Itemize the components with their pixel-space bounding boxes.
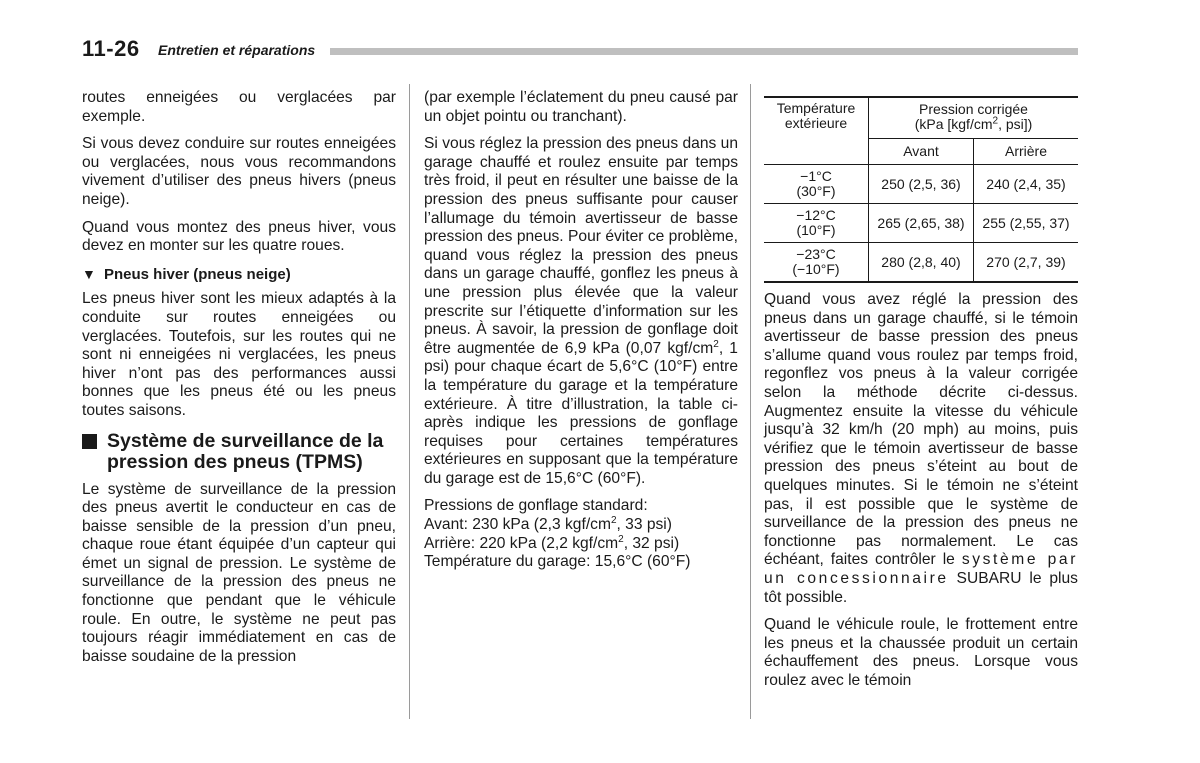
subheading-text: Pneus hiver (pneus neige) xyxy=(104,265,291,283)
temperature-fahrenheit: (−10°F) xyxy=(792,261,840,277)
table-header-temperature xyxy=(764,97,869,165)
paragraph-text: Quand vous avez réglé la pression des pneus dans un garage chauffé, si le témoin avertisseur de basse pression des pneus s’allume quand vous roulez par temps froid, regonflez vos pneus à la valeur corrigée selon la méthode décrite ci-dessus. Augmentez ensuite la vitesse du véhicule jusqu’à 32 km/h (20 mph) au moins, puis vérifiez que le témoin avertisseur de basse pression des pneus s’éteint au bout de quelques minutes. Si le témoin ne s’éteint pas, il est possible que le système de surveillance de la pression des pneus ne fonctionne pas normalement. Le cas échéant, faites contrôler le xyxy=(764,291,1078,569)
temperature-fahrenheit: (30°F) xyxy=(796,183,836,199)
superscript: 2 xyxy=(618,533,624,545)
header-line xyxy=(869,117,1078,132)
front-pressure-text: Avant: 230 kPa (2,3 kgf/cm xyxy=(424,516,611,534)
page-number: 11-26 xyxy=(82,36,140,61)
section-heading-text: Système de surveillance de la pression des pneus (TPMS) xyxy=(107,429,384,473)
table-cell-front: 250 (2,5, 36) xyxy=(869,165,974,204)
front-pressure xyxy=(424,516,738,535)
table-header-pressure xyxy=(869,97,1079,139)
temperature-celsius: −23°C xyxy=(796,246,836,262)
section-heading xyxy=(82,431,396,473)
header-line: extérieure xyxy=(784,115,848,131)
rear-pressure-text: Arrière: 220 kPa (2,2 kgf/cm xyxy=(424,534,619,552)
table-subheader-rear: Arrière xyxy=(974,139,1079,165)
square-bullet-icon xyxy=(82,434,97,449)
table-row xyxy=(764,165,1078,204)
temperature-celsius: −12°C xyxy=(796,207,836,223)
table-cell-temperature xyxy=(764,165,869,204)
corrected-pressure-table xyxy=(764,96,1078,283)
table-cell-rear: 255 (2,55, 37) xyxy=(974,204,1079,243)
garage-temperature: Température du garage: 15,6°C (60°F) xyxy=(424,553,691,571)
paragraph: Les pneus hiver sont les mieux adaptés à la conduite sur routes enneigées ou verglacées. Toutefois, sur les routes qui ne sont ni enneigées ni verglacées, les pneus hiver n’ont pas des performances aussi bonnes que les pneus été ou les pneus toutes saisons. xyxy=(82,290,396,419)
paragraph: Le système de surveillance de la pression des pneus avertit le conducteur en cas de baisse sensible de la pression d’un pneu, chaque roue étant équipée d’un capteur qui émet un signal de pression. Le système de surveillance de la pression des pneus ne fonctionne que pendant que le véhicule roule. En outre, le système ne peut pas toujours réagir immédiatement en cas de baisse soudaine de la pression xyxy=(82,480,396,665)
paragraph xyxy=(764,291,1078,607)
column-divider-right xyxy=(750,84,751,719)
middle-column xyxy=(424,89,738,581)
paragraph: Si vous devez conduire sur routes enneigées ou verglacées, nous vous recommandons vivement d’utiliser des pneus hivers (pneus neige). xyxy=(82,135,396,208)
rear-pressure xyxy=(424,535,738,554)
table-cell-temperature xyxy=(764,243,869,283)
paragraph-text: système par un concessionnaire xyxy=(764,551,1078,587)
header-line: Pression corrigée xyxy=(919,101,1028,117)
table-cell-front: 280 (2,8, 40) xyxy=(869,243,974,283)
header-text: (kPa [kgf/cm xyxy=(914,116,993,132)
table-cell-temperature xyxy=(764,204,869,243)
paragraph-text: SUBARU le plus tôt possible. xyxy=(764,569,1078,606)
section-title: Entretien et réparations xyxy=(158,42,316,58)
header-text: , psi]) xyxy=(998,116,1033,132)
superscript: 2 xyxy=(713,338,719,350)
right-column xyxy=(764,291,1078,690)
paragraph xyxy=(424,135,738,488)
paragraph: Quand le véhicule roule, le frottement entre les pneus et la chaussée produit un certain échauffement des pneus. Lorsque vous roulez avec le témoin xyxy=(764,616,1078,689)
left-column xyxy=(82,89,396,666)
header-line: Température xyxy=(776,100,856,116)
page-header xyxy=(82,36,1078,62)
paragraph-text: , 1 psi) pour chaque écart de 5,6°C (10°F) entre la température du garage et la température extérieure. À titre d’illustration, la table ci-après indique les pressions de gonflage requises pour certaines températures extérieures en supposant que la température du garage est de 15,6°C (60°F). xyxy=(424,339,738,487)
table-cell-rear: 240 (2,4, 35) xyxy=(974,165,1079,204)
header-rule xyxy=(330,48,1078,55)
temperature-celsius: −1°C xyxy=(800,168,832,184)
table-cell-front: 265 (2,65, 38) xyxy=(869,204,974,243)
paragraph: routes enneigées ou verglacées par exemple. xyxy=(82,89,396,125)
column-divider-left xyxy=(409,84,410,719)
pressure-table-container xyxy=(764,96,1078,283)
triangle-bullet-icon: ▼ xyxy=(82,265,96,282)
paragraph-text: Si vous réglez la pression des pneus dans un garage chauffé et roulez ensuite par temps très froid, il peut en résulter une baisse de la pression des pneus suffisante pour causer l’allumage du témoin avertisseur de basse pression des pneus. Pour éviter ce problème, quand vous réglez la pression des pneus dans un garage chauffé, gonflez les pneus à une pression plus élevée que la valeur prescrite sur l’étiquette d’information sur les pneus. À savoir, la pression de gonflage doit être augmentée de 6,9 kPa (0,07 kgf/cm xyxy=(424,135,738,357)
paragraph: (par exemple l’éclatement du pneu causé par un objet pointu ou tranchant). xyxy=(424,89,738,125)
rear-pressure-text: , 32 psi) xyxy=(623,534,680,552)
table-cell-rear: 270 (2,7, 39) xyxy=(974,243,1079,283)
standard-pressures-title: Pressions de gonflage standard: xyxy=(424,497,648,515)
front-pressure-text: , 33 psi) xyxy=(616,516,672,534)
paragraph: Quand vous montez des pneus hiver, vous devez en monter sur les quatre roues. xyxy=(82,218,396,255)
superscript: 2 xyxy=(610,514,617,526)
temperature-fahrenheit: (10°F) xyxy=(796,222,836,238)
table-row xyxy=(764,243,1078,283)
table-row xyxy=(764,204,1078,243)
table-subheader-front: Avant xyxy=(869,139,974,165)
subheading xyxy=(82,265,396,285)
superscript: 2 xyxy=(992,115,999,127)
